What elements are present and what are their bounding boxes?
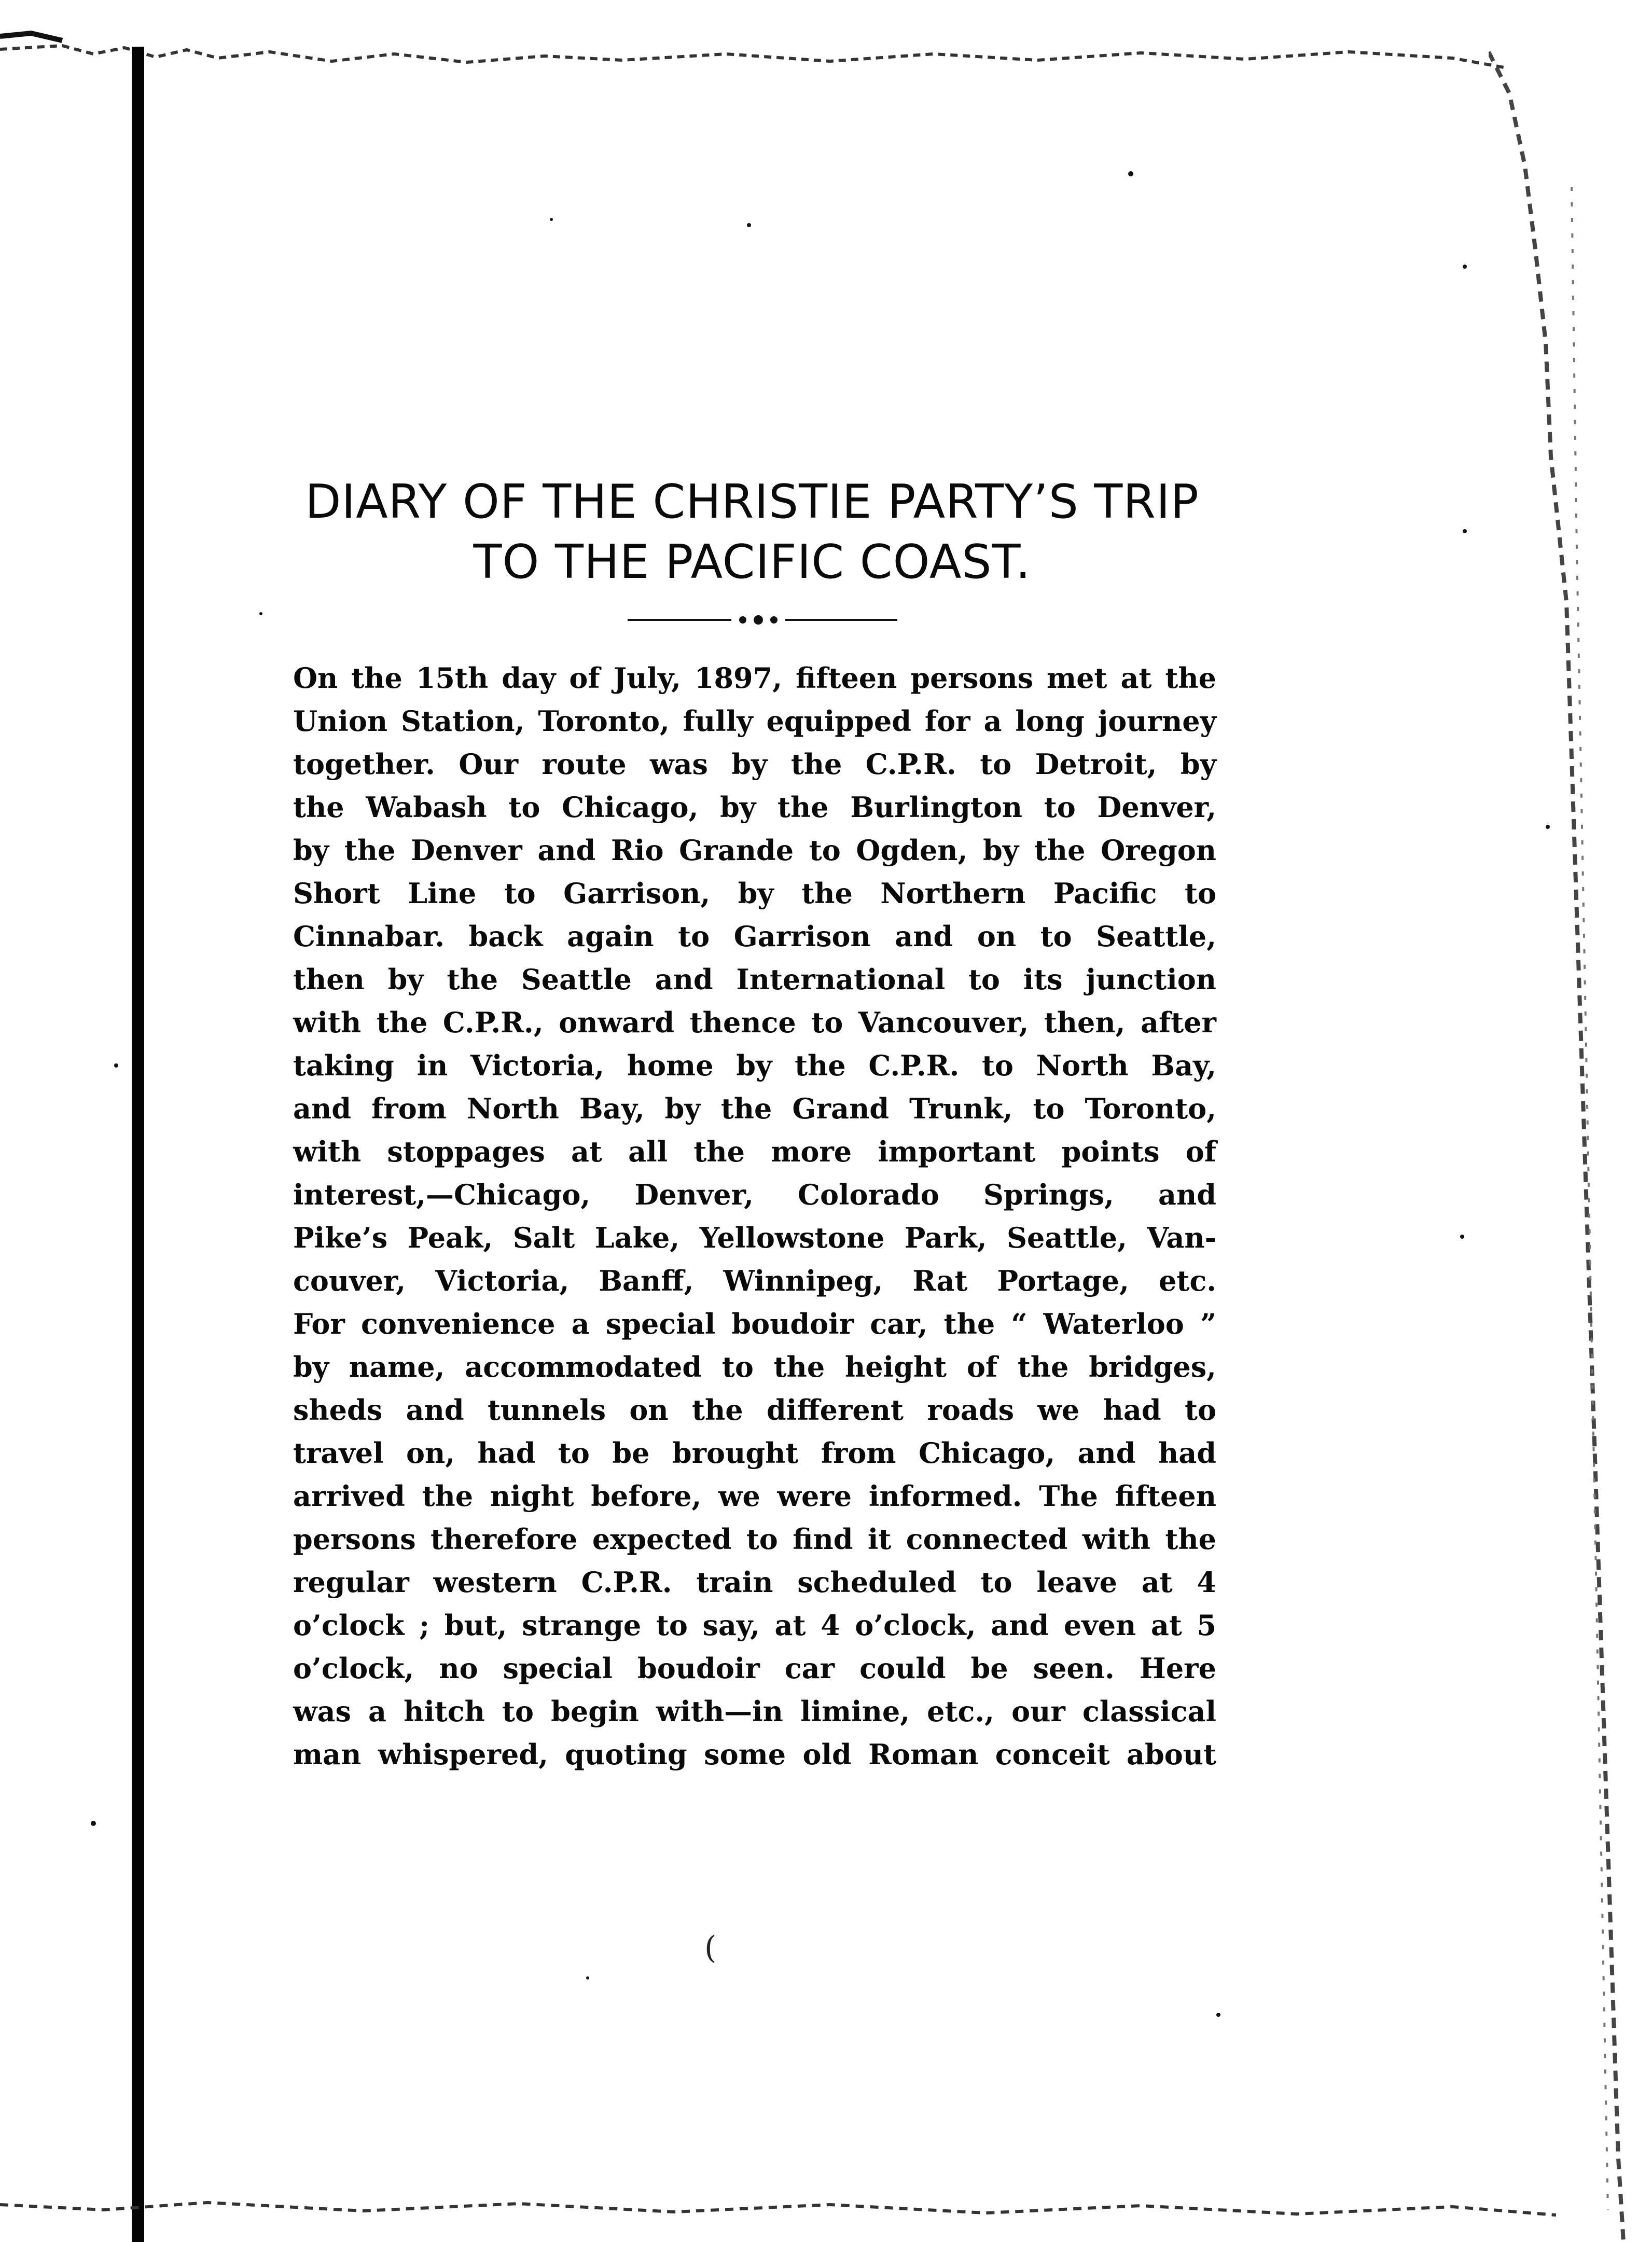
scan-speck — [1463, 265, 1467, 269]
body-line: by name, accommodated to the height of the bridges, — [293, 1350, 1216, 1383]
binding-edge — [132, 47, 144, 2242]
body-line: Union Station, Toronto, fully equipped for a long journey — [293, 704, 1216, 738]
body-line: and from North Bay, by the Grand Trunk, to Toronto, — [293, 1092, 1216, 1125]
body-line: by the Denver and Rio Grande to Ogden, by the Oregon — [293, 834, 1216, 867]
scan-speck — [747, 223, 751, 227]
title-ornament — [628, 612, 897, 628]
body-line: arrived the night before, we were informed. The fifteen — [293, 1479, 1216, 1513]
body-line: On the 15th day of July, 1897, fifteen persons met at the — [293, 661, 1216, 695]
body-line: regular western C.P.R. train scheduled to leave at 4 — [293, 1566, 1216, 1599]
scan-speck — [114, 1063, 118, 1068]
body-paragraph — [293, 657, 1216, 1776]
body-line: o’clock ; but, strange to say, at 4 o’clock, and even at 5 — [293, 1609, 1216, 1642]
body-line: then by the Seattle and International to its junction — [293, 963, 1216, 996]
body-line: Short Line to Garrison, by the Northern Pacific to — [293, 877, 1216, 910]
body-line: travel on, had to be brought from Chicago, and had — [293, 1436, 1216, 1470]
body-line: persons therefore expected to find it connected with the — [293, 1523, 1216, 1556]
title-line-1: DIARY OF THE CHRISTIE PARTY’S TRIP — [305, 475, 1199, 529]
body-line: was a hitch to begin with—in limine, etc., our classical — [293, 1695, 1216, 1728]
scan-speck — [1128, 171, 1133, 176]
body-line: taking in Victoria, home by the C.P.R. to North Bay, — [293, 1049, 1216, 1082]
body-line: the Wabash to Chicago, by the Burlington to Denver, — [293, 791, 1216, 824]
scan-speck — [259, 612, 262, 615]
title-line-2: TO THE PACIFIC COAST. — [473, 535, 1031, 589]
body-line: together. Our route was by the C.P.R. to Detroit, by — [293, 748, 1216, 781]
body-line: Pike’s Peak, Salt Lake, Yellowstone Park, Seattle, Van- — [293, 1221, 1216, 1254]
body-line: couver, Victoria, Banff, Winnipeg, Rat Portage, etc. — [293, 1264, 1216, 1297]
body-line: Cinnabar. back again to Garrison and on to Seattle, — [293, 920, 1216, 953]
folio-mark: ( — [704, 1930, 717, 1966]
scan-speck — [550, 218, 553, 221]
scan-speck — [1216, 2013, 1220, 2017]
bottom-scan-edge — [0, 2168, 1652, 2242]
body-line: with the C.P.R., onward thence to Vancouver, then, after — [293, 1006, 1216, 1039]
top-scan-edge — [0, 0, 1652, 93]
body-line: man whispered, quoting some old Roman conceit about — [293, 1738, 1216, 1771]
right-scan-edge — [1489, 31, 1644, 2242]
body-line: with stoppages at all the more important points of — [293, 1135, 1216, 1168]
scan-speck — [1463, 529, 1467, 533]
page-title — [290, 472, 1214, 592]
body-line: sheds and tunnels on the different roads we had to — [293, 1393, 1216, 1427]
scan-speck — [1460, 1235, 1464, 1239]
scan-speck — [1546, 825, 1550, 829]
body-line: o’clock, no special boudoir car could be seen. Here — [293, 1652, 1216, 1685]
body-line: interest,—Chicago, Denver, Colorado Springs, and — [293, 1178, 1216, 1211]
body-line: For convenience a special boudoir car, the “ Waterloo ” — [293, 1307, 1216, 1340]
scan-speck — [91, 1821, 96, 1826]
scan-speck — [586, 1976, 589, 1980]
